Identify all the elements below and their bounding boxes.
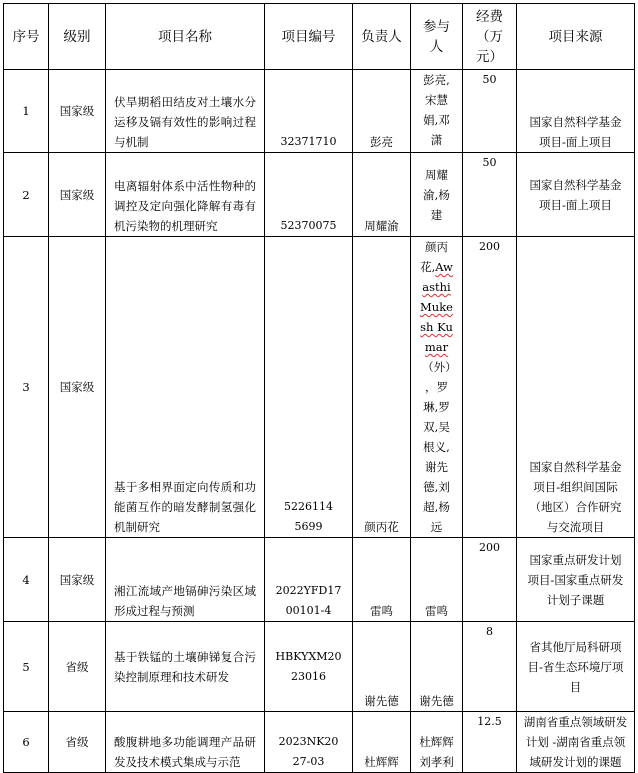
cell-index: 4	[4, 538, 49, 622]
cell-participants	[411, 237, 463, 538]
cell-code: 52261145699	[265, 237, 353, 538]
table-row	[4, 153, 635, 237]
cell-name: 伏旱期稻田结皮对土壤水分运移及镉有效性的影响过程与机制	[106, 70, 265, 153]
cell-participants: 周耀渝,杨建	[411, 153, 463, 237]
cell-level: 国家级	[49, 538, 106, 622]
cell-code: HBKYXM2023016	[265, 622, 353, 712]
header-row	[4, 4, 635, 70]
cell-leader: 彭亮	[353, 70, 411, 153]
project-table	[3, 3, 635, 773]
cell-leader: 雷鸣	[353, 538, 411, 622]
cell-source: 国家重点研发计划项目-国家重点研发计划子课题	[517, 538, 635, 622]
cell-source: 国家自然科学基金项目-面上项目	[517, 153, 635, 237]
cell-level: 国家级	[49, 153, 106, 237]
header-level: 级别	[49, 4, 106, 70]
cell-leader: 颜丙花	[353, 237, 411, 538]
cell-source: 国家自然科学基金项目-面上项目	[517, 70, 635, 153]
cell-participants: 雷鸣	[411, 538, 463, 622]
header-leader: 负责人	[353, 4, 411, 70]
cell-name: 湘江流域产地镉砷污染区域形成过程与预测	[106, 538, 265, 622]
cell-funding: 50	[463, 70, 517, 153]
cell-index: 5	[4, 622, 49, 712]
header-index: 序号	[4, 4, 49, 70]
cell-code: 2023NK2027-03	[265, 712, 353, 773]
cell-source: 省其他厅局科研项目-省生态环境厅项目	[517, 622, 635, 712]
table-row	[4, 712, 635, 773]
cell-leader: 谢先德	[353, 622, 411, 712]
cell-code: 32371710	[265, 70, 353, 153]
cell-funding: 12.5	[463, 712, 517, 773]
participants-foreign-name: Awasthi Mukesh Kumar	[420, 260, 453, 354]
cell-level: 国家级	[49, 237, 106, 538]
cell-level: 省级	[49, 622, 106, 712]
cell-level: 省级	[49, 712, 106, 773]
table-row	[4, 237, 635, 538]
participants-part-c: （外），罗琳,罗双,吴根义,谢先德,刘超,杨远	[422, 360, 451, 534]
cell-source: 湖南省重点领域研发计划 -湖南省重点领域研发计划的课题	[517, 712, 635, 773]
participants-part-a: 颜丙花,	[420, 240, 448, 274]
cell-index: 2	[4, 153, 49, 237]
cell-source: 国家自然科学基金项目-组织间国际（地区）合作研究与交流项目	[517, 237, 635, 538]
table-row	[4, 622, 635, 712]
cell-participants: 谢先德	[411, 622, 463, 712]
header-source: 项目来源	[517, 4, 635, 70]
header-participants: 参与人	[411, 4, 463, 70]
header-funding: 经费（万元）	[463, 4, 517, 70]
cell-funding: 200	[463, 237, 517, 538]
cell-leader: 杜辉辉	[353, 712, 411, 773]
cell-index: 3	[4, 237, 49, 538]
table-row	[4, 70, 635, 153]
cell-funding: 200	[463, 538, 517, 622]
cell-code: 2022YFD1700101-4	[265, 538, 353, 622]
cell-name: 酸腹耕地多功能调理产品研发及技术模式集成与示范	[106, 712, 265, 773]
cell-funding: 8	[463, 622, 517, 712]
cell-name: 电离辐射体系中活性物种的调控及定向强化降解有毒有机污染物的机理研究	[106, 153, 265, 237]
cell-name: 基于铁锰的土壤砷锑复合污染控制原理和技术研发	[106, 622, 265, 712]
header-code: 项目编号	[265, 4, 353, 70]
header-name: 项目名称	[106, 4, 265, 70]
cell-participants: 彭亮,宋慧娟,邓潇	[411, 70, 463, 153]
cell-leader: 周耀渝	[353, 153, 411, 237]
cell-name: 基于多相界面定向传质和功能菌互作的暗发酵制氢强化机制研究	[106, 237, 265, 538]
cell-index: 6	[4, 712, 49, 773]
cell-code: 52370075	[265, 153, 353, 237]
cell-participants: 杜辉辉刘孝利	[411, 712, 463, 773]
cell-index: 1	[4, 70, 49, 153]
table-row	[4, 538, 635, 622]
cell-level: 国家级	[49, 70, 106, 153]
cell-funding: 50	[463, 153, 517, 237]
